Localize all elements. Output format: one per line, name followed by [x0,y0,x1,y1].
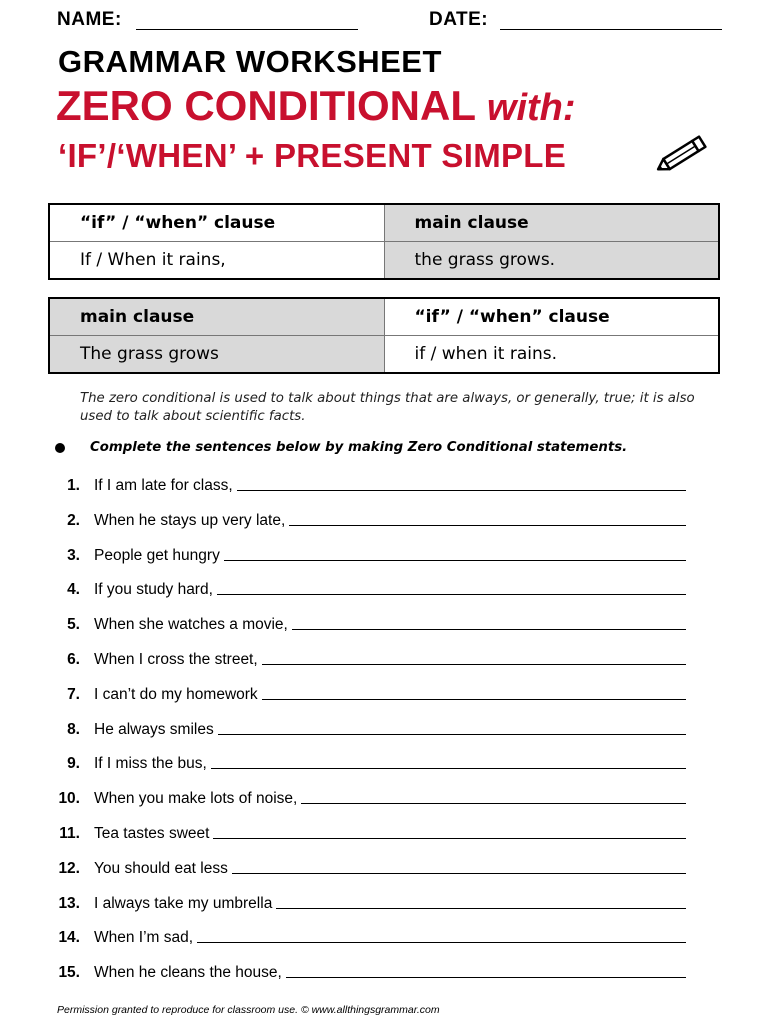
exercise-number: 8. [67,720,80,738]
exercise-number: 15. [58,964,80,982]
exercise-item [50,960,686,982]
answer-blank[interactable] [262,664,686,665]
answer-blank[interactable] [211,768,686,769]
answer-blank[interactable] [286,977,686,978]
table1-cell-if-clause: If / When it rains, [49,242,384,280]
answer-blank[interactable] [218,734,686,735]
exercise-prompt: He always smiles [94,720,214,738]
instruction-text: Complete the sentences below by making Zero Conditional statements. [90,440,628,455]
name-blank[interactable] [136,29,358,30]
exercise-number: 5. [67,616,80,634]
exercise-number: 13. [58,894,80,912]
answer-blank[interactable] [213,838,686,839]
exercise-prompt: I always take my umbrella [94,894,273,912]
explanation-note: The zero conditional is used to talk about things that are always, or generally, true; it is also used to talk about scientific facts. [80,391,695,424]
exercise-item [50,543,686,565]
date-label: DATE: [429,9,489,30]
exercise-prompt: When you make lots of noise, [94,790,298,808]
exercise-item [50,473,686,495]
exercise-number: 11. [59,825,80,842]
worksheet-title: GRAMMAR WORKSHEET [58,44,442,79]
exercise-item [50,856,686,878]
date-blank[interactable] [500,29,722,30]
exercise-item [50,786,686,808]
exercise-prompt: If you study hard, [94,581,213,599]
exercise-item [50,891,686,913]
exercise-number: 7. [67,685,80,703]
exercise-number: 3. [67,546,80,564]
answer-blank[interactable] [237,490,686,491]
exercise-item [50,508,686,530]
answer-blank[interactable] [197,942,686,943]
answer-blank[interactable] [224,560,686,561]
exercise-number: 2. [67,511,80,529]
footer-copyright: Permission granted to reproduce for classroom use. © www.allthingsgrammar.com [57,1004,440,1016]
table1-header-if-clause: “if” / “when” clause [80,213,276,233]
bullet-icon [55,443,65,453]
table2-header-if-clause: “if” / “when” clause [384,298,719,336]
exercise-number: 6. [67,651,80,668]
exercise-item [50,821,686,843]
exercise-item [50,925,686,947]
exercise-item [50,647,686,669]
example-table-main-first [48,297,720,374]
table1-cell-main-clause: the grass grows. [384,242,719,280]
table2-header-main-clause: main clause [49,298,384,336]
topic-title-main: ZERO CONDITIONAL [56,82,476,129]
exercise-prompt: People get hungry [94,546,220,564]
exercise-prompt: If I miss the bus, [94,755,207,773]
exercise-item [50,751,686,773]
exercise-prompt: You should eat less [94,859,228,877]
exercise-number: 10. [58,790,80,808]
exercise-item [50,682,686,704]
exercise-prompt: Tea tastes sweet [94,825,210,842]
exercise-number: 12. [58,859,80,877]
answer-blank[interactable] [301,803,686,804]
name-label: NAME: [57,9,122,30]
exercise-item [50,717,686,739]
answer-blank[interactable] [232,873,686,874]
answer-blank[interactable] [276,908,686,909]
exercise-prompt: When I cross the street, [94,651,258,668]
table1-header-main-clause: main clause [384,204,719,242]
exercise-prompt: When he stays up very late, [94,511,286,529]
topic-subtitle: ‘IF’/‘WHEN’ + PRESENT SIMPLE [58,137,567,174]
exercise-prompt: I can’t do my homework [94,685,258,703]
exercise-number: 14. [58,929,80,947]
topic-title [56,82,576,130]
pencil-icon [650,130,712,180]
exercise-item [50,577,686,599]
example-table-if-first [48,203,720,280]
exercise-item [50,612,686,634]
answer-blank[interactable] [262,699,686,700]
table2-cell-main-clause: The grass grows [49,336,384,374]
answer-blank[interactable] [289,525,686,526]
table2-cell-if-clause: if / when it rains. [384,336,719,374]
exercise-number: 1. [67,477,80,494]
answer-blank[interactable] [292,629,686,630]
answer-blank[interactable] [217,594,686,595]
exercise-prompt: If I am late for class, [94,477,233,494]
topic-title-italic: with: [486,87,576,129]
exercise-number: 4. [67,581,80,599]
exercise-prompt: When I’m sad, [94,929,194,947]
exercise-prompt: When she watches a movie, [94,616,288,634]
exercise-number: 9. [67,755,80,773]
exercise-prompt: When he cleans the house, [94,964,282,982]
